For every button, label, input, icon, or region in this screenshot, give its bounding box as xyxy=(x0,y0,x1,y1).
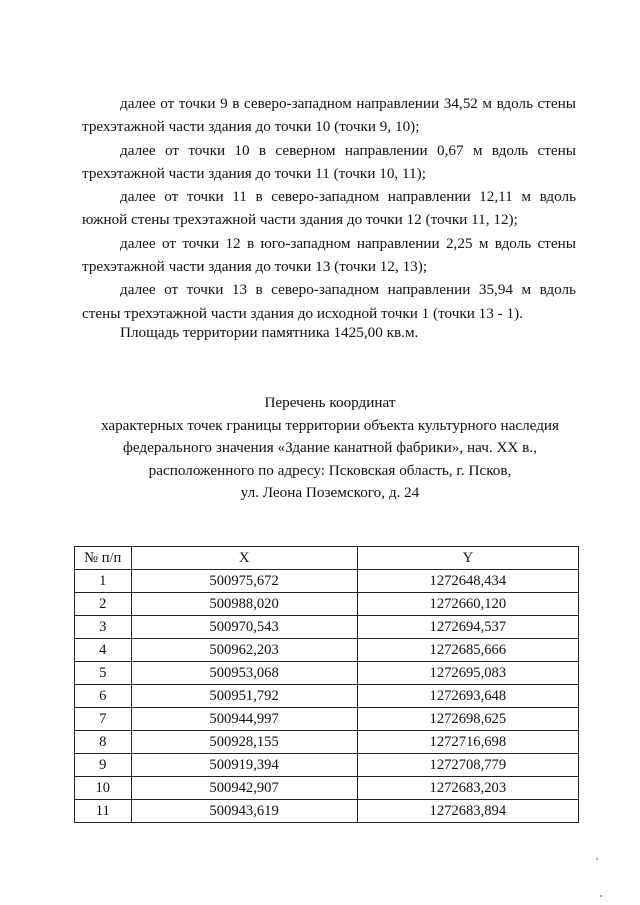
coordinates-heading xyxy=(60,392,600,505)
cell-number: 9 xyxy=(75,754,132,777)
header-number: № п/п xyxy=(75,547,132,570)
table-row xyxy=(75,570,579,593)
heading-line-5: ул. Леона Поземского, д. 24 xyxy=(240,484,420,501)
cell-number: 10 xyxy=(75,777,132,800)
cell-x: 500928,155 xyxy=(131,731,357,754)
cell-y: 1272683,203 xyxy=(357,777,578,800)
cell-x: 500988,020 xyxy=(131,593,357,616)
table-row xyxy=(75,731,579,754)
paragraph-point-13: далее от точки 13 в северо-западном направлении 35,94 м вдоль стены трехэтажной части здания до исходной точки 1 (точки 13 - 1). xyxy=(82,281,576,322)
cell-y: 1272685,666 xyxy=(357,639,578,662)
cell-y: 1272708,779 xyxy=(357,754,578,777)
table-row xyxy=(75,593,579,616)
cell-y: 1272694,537 xyxy=(357,616,578,639)
header-x: X xyxy=(131,547,357,570)
cell-number: 11 xyxy=(75,800,132,823)
heading-line-1: Перечень координат xyxy=(264,394,396,411)
cell-y: 1272648,434 xyxy=(357,570,578,593)
table-row xyxy=(75,616,579,639)
heading-line-4: расположенного по адресу: Псковская область, г. Псков, xyxy=(148,461,512,479)
cell-x: 500944,997 xyxy=(131,708,357,731)
cell-y: 1272716,698 xyxy=(357,731,578,754)
cell-y: 1272683,894 xyxy=(357,800,578,823)
table-row xyxy=(75,685,579,708)
paragraph-point-12: далее от точки 12 в юго-западном направлении 2,25 м вдоль стены трехэтажной части здания до точки 13 (точки 12, 13); xyxy=(82,234,576,276)
table-row xyxy=(75,754,579,777)
table-row xyxy=(75,639,579,662)
table-row xyxy=(75,777,579,800)
cell-number: 6 xyxy=(75,685,132,708)
paragraph-point-9: далее от точки 9 в северо-западном направлении 34,52 м вдоль стены трехэтажной части здания до точки 10 (точки 9, 10); xyxy=(82,95,576,136)
cell-x: 500953,068 xyxy=(131,662,357,685)
cell-number: 4 xyxy=(75,639,132,662)
cell-number: 5 xyxy=(75,662,132,685)
cell-x: 500951,792 xyxy=(131,685,357,708)
cell-x: 500962,203 xyxy=(131,639,357,662)
cell-y: 1272660,120 xyxy=(357,593,578,616)
cell-y: 1272695,083 xyxy=(357,662,578,685)
table-row xyxy=(75,708,579,731)
coordinates-table xyxy=(74,546,579,823)
table-header-row xyxy=(75,547,579,570)
heading-line-3: федерального значения «Здание канатной фабрики», нач. XX в., xyxy=(123,439,537,456)
cell-y: 1272693,648 xyxy=(357,685,578,708)
scan-speck xyxy=(596,858,598,860)
cell-number: 2 xyxy=(75,593,132,616)
cell-x: 500919,394 xyxy=(131,754,357,777)
cell-number: 1 xyxy=(75,570,132,593)
scan-speck xyxy=(600,895,602,897)
paragraph-point-10: далее от точки 10 в северном направлении 0,67 м вдоль стены трехэтажной части здания до точки 11 (точки 10, 11); xyxy=(82,141,576,182)
cell-y: 1272698,625 xyxy=(357,708,578,731)
cell-x: 500970,543 xyxy=(131,616,357,639)
cell-x: 500942,907 xyxy=(131,777,357,800)
table-row xyxy=(75,800,579,823)
header-y: Y xyxy=(357,547,578,570)
paragraph-point-11: далее от точки 11 в северо-западном направлении 12,11 м вдоль южной стены трехэтажной части здания до точки 12 (точки 11, 12); xyxy=(82,188,576,229)
cell-x: 500943,619 xyxy=(131,800,357,823)
paragraph-area: Площадь территории памятника 1425,00 кв.м. xyxy=(120,324,419,341)
cell-number: 8 xyxy=(75,731,132,754)
heading-line-2: характерных точек границы территории объекта культурного наследия xyxy=(100,416,560,434)
cell-number: 3 xyxy=(75,616,132,639)
cell-number: 7 xyxy=(75,708,132,731)
cell-x: 500975,672 xyxy=(131,570,357,593)
table-row xyxy=(75,662,579,685)
